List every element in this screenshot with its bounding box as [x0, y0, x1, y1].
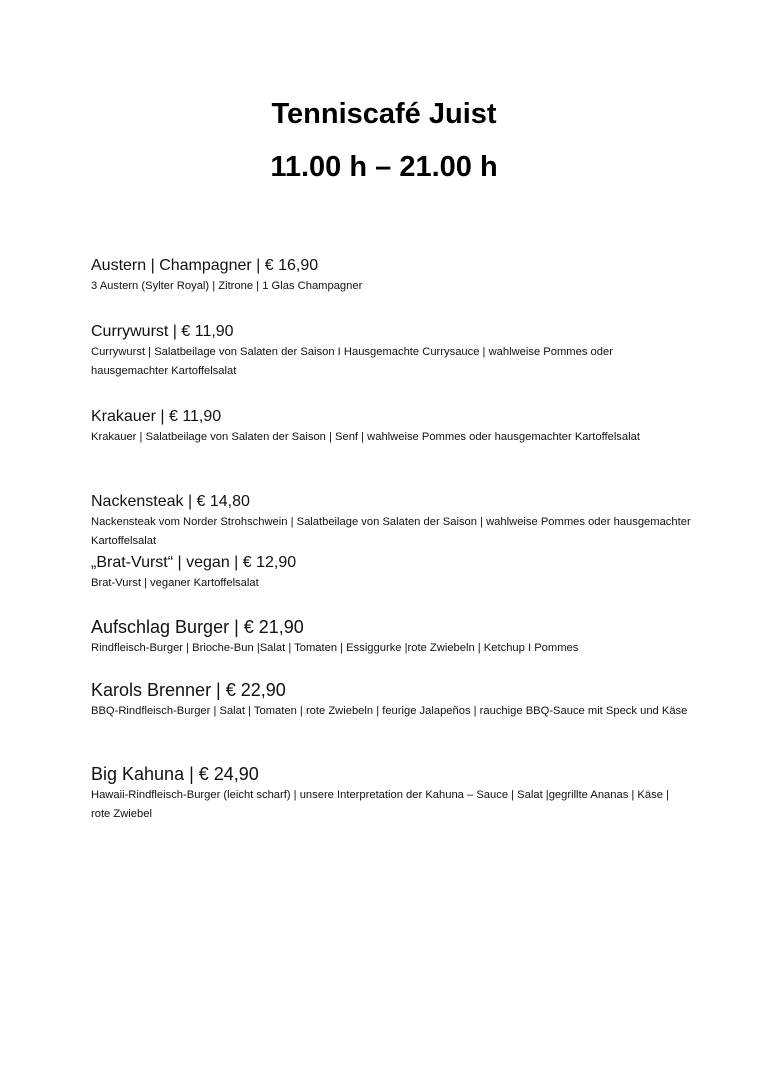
item-name: Aufschlag Burger | € 21,90	[91, 617, 304, 637]
item-name: Big Kahuna | € 24,90	[91, 764, 259, 784]
menu-item-currywurst	[91, 321, 691, 380]
opening-hours: 11.00 h – 21.00 h	[270, 151, 498, 183]
menu-item-krakauer	[91, 406, 691, 447]
item-description: BBQ-Rindfleisch-Burger | Salat | Tomaten | rote Zwiebeln | feurige Jalapeños | rauchige BBQ-Sauce mit Speck und Käse	[91, 705, 688, 717]
item-description: Rindfleisch-Burger | Brioche-Bun |Salat | Tomaten | Essiggurke |rote Zwiebeln | Ketchup I Pommes	[91, 642, 579, 654]
menu-item-brat-vurst	[91, 552, 691, 593]
item-name: „Brat-Vurst“ | vegan | € 12,90	[91, 554, 297, 571]
item-name: Krakauer | € 11,90	[91, 408, 222, 425]
item-description: Nackensteak vom Norder Strohschwein | Salatbeilage von Salaten der Saison | wahlweise Pommes oder hausgemachter Kartoffelsalat	[91, 516, 691, 547]
menu-item-karols-brenner	[91, 678, 691, 721]
item-description: 3 Austern (Sylter Royal) | Zitrone | 1 Glas Champagner	[91, 280, 363, 292]
menu-header	[0, 96, 768, 185]
item-name: Currywurst | € 11,90	[91, 323, 234, 340]
menu-item-nackensteak	[91, 491, 691, 550]
item-name: Nackensteak | € 14,80	[91, 493, 250, 510]
item-description: Currywurst | Salatbeilage von Salaten der Saison I Hausgemachte Currysauce | wahlweise Pommes oder hausgemachter Kartoffelsalat	[91, 346, 613, 377]
item-description: Hawaii-Rindfleisch-Burger (leicht scharf) | unsere Interpretation der Kahuna – Sauce | Salat |gegrillte Ananas | Käse | rote Zwiebel	[91, 789, 669, 820]
item-name: Austern | Champagner | € 16,90	[91, 257, 319, 274]
cafe-title: Tenniscafé Juist	[271, 98, 497, 130]
menu-item-big-kahuna	[91, 762, 691, 823]
item-description: Krakauer | Salatbeilage von Salaten der Saison | Senf | wahlweise Pommes oder hausgemachter Kartoffelsalat	[91, 431, 640, 443]
item-description: Brat-Vurst | veganer Kartoffelsalat	[91, 577, 259, 589]
menu-item-austern	[91, 255, 691, 296]
item-name: Karols Brenner | € 22,90	[91, 680, 286, 700]
menu-item-aufschlag-burger	[91, 615, 691, 658]
